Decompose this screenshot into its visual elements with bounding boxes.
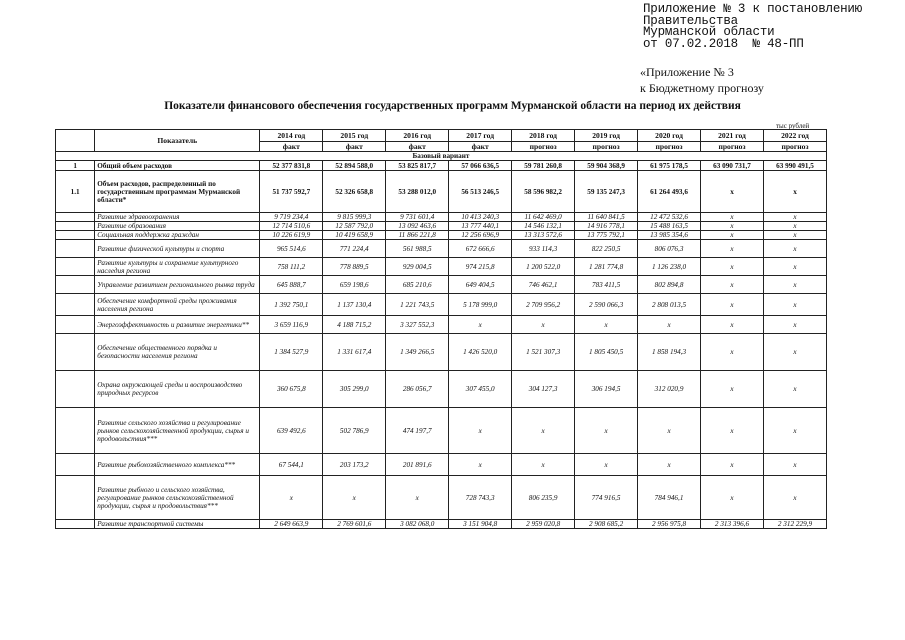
table-row [56, 371, 827, 408]
value-cell: 10 226 619,9 [260, 231, 323, 240]
value-cell: 1 126 238,0 [638, 258, 701, 276]
value-cell: x [701, 408, 764, 454]
value-cell: 13 092 463,6 [386, 222, 449, 231]
header-row-years [56, 130, 827, 142]
header-year: 2016 год [386, 130, 449, 142]
value-cell: 57 066 636,5 [449, 161, 512, 171]
value-cell: x [449, 454, 512, 476]
value-cell: x [512, 408, 575, 454]
value-cell: 10 419 658,9 [323, 231, 386, 240]
value-cell: x [701, 334, 764, 371]
header-type: прогноз [701, 142, 764, 152]
row-index [56, 371, 95, 408]
header-year: 2022 год [763, 130, 826, 142]
value-cell: 304 127,3 [512, 371, 575, 408]
value-cell: x [763, 454, 826, 476]
value-cell: 12 714 510,6 [260, 222, 323, 231]
financing-table [55, 129, 827, 529]
header-year: 2019 год [575, 130, 638, 142]
value-cell: x [638, 454, 701, 476]
stamp-line-3: Мурманской области [643, 25, 775, 39]
table-row [56, 520, 827, 529]
value-cell: 67 544,1 [260, 454, 323, 476]
value-cell: 474 197,7 [386, 408, 449, 454]
row-name: Социальная поддержка граждан [95, 231, 260, 240]
row-name: Развитие сельского хозяйства и регулирование рынков сельскохозяйственной продукции, сырья и продовольствия*** [95, 408, 260, 454]
row-index: 1 [56, 161, 95, 171]
header-type: прогноз [575, 142, 638, 152]
row-name: Развитие транспортной системы [95, 520, 260, 529]
value-cell: x [701, 276, 764, 294]
value-cell: 51 737 592,7 [260, 171, 323, 213]
value-cell: 10 413 240,3 [449, 213, 512, 222]
row-index [56, 276, 95, 294]
value-cell: 5 178 999,0 [449, 294, 512, 316]
table-row [56, 408, 827, 454]
stamp-line-4: от 07.02.2018 № 48-ПП [643, 36, 804, 51]
value-cell: 13 313 572,6 [512, 231, 575, 240]
value-cell: 3 151 904,8 [449, 520, 512, 529]
value-cell: 3 082 068,0 [386, 520, 449, 529]
value-cell: 52 894 588,0 [323, 161, 386, 171]
value-cell: x [763, 258, 826, 276]
value-cell: 13 775 792,1 [575, 231, 638, 240]
value-cell: x [260, 476, 323, 520]
value-cell: 13 777 440,1 [449, 222, 512, 231]
header-type: прогноз [512, 142, 575, 152]
stamp-line-2: Правительства [643, 13, 738, 28]
value-cell: 2 313 396,6 [701, 520, 764, 529]
row-name: Развитие рыбного и сельского хозяйства, регулирование рынков сельскохозяйственной продукции, сырья и продовольствия*** [95, 476, 260, 520]
row-name: Развитие физической культуры и спорта [95, 240, 260, 258]
header-year: 2014 год [260, 130, 323, 142]
value-cell: x [701, 231, 764, 240]
value-cell: 639 492,6 [260, 408, 323, 454]
table-row [56, 454, 827, 476]
header-type: факт [386, 142, 449, 152]
header-type: прогноз [763, 142, 826, 152]
value-cell: 645 888,7 [260, 276, 323, 294]
value-cell: x [386, 476, 449, 520]
table-row [56, 161, 827, 171]
row-index [56, 334, 95, 371]
value-cell: 1 331 617,4 [323, 334, 386, 371]
value-cell: 11 866 221,8 [386, 231, 449, 240]
value-cell: 59 904 368,9 [575, 161, 638, 171]
value-cell: 12 472 532,6 [638, 213, 701, 222]
header-year: 2021 год [701, 130, 764, 142]
value-cell: 502 786,9 [323, 408, 386, 454]
value-cell: 802 894,8 [638, 276, 701, 294]
header-year: 2017 год [449, 130, 512, 142]
value-cell: 1 384 527,9 [260, 334, 323, 371]
value-cell: 1 281 774,8 [575, 258, 638, 276]
annex-line-2: к Бюджетному прогнозу [640, 81, 764, 95]
value-cell: 312 020,9 [638, 371, 701, 408]
value-cell: x [323, 476, 386, 520]
resolution-stamp [643, 4, 862, 50]
value-cell: 1 858 194,3 [638, 334, 701, 371]
value-cell: 784 946,1 [638, 476, 701, 520]
value-cell: 1 426 520,0 [449, 334, 512, 371]
value-cell: x [763, 294, 826, 316]
value-cell: x [701, 476, 764, 520]
row-name: Развитие рыбохозяйственного комплекса*** [95, 454, 260, 476]
value-cell: 11 642 469,0 [512, 213, 575, 222]
value-cell: x [701, 454, 764, 476]
value-cell: 806 235,9 [512, 476, 575, 520]
value-cell: 2 959 020,8 [512, 520, 575, 529]
table-row [56, 213, 827, 222]
value-cell: x [701, 222, 764, 231]
value-cell: 305 299,0 [323, 371, 386, 408]
header-year: 2020 год [638, 130, 701, 142]
value-cell: x [701, 316, 764, 334]
value-cell: 52 326 658,8 [323, 171, 386, 213]
document-title: Показатели финансового обеспечения государственных программ Мурманской области на период их действия [164, 100, 741, 112]
value-cell: 9 719 234,4 [260, 213, 323, 222]
row-name: Обеспечение общественного порядка и безопасности населения региона [95, 334, 260, 371]
value-cell: 1 392 750,1 [260, 294, 323, 316]
value-cell: 307 455,0 [449, 371, 512, 408]
value-cell: 933 114,3 [512, 240, 575, 258]
value-cell: x [763, 276, 826, 294]
value-cell: 286 056,7 [386, 371, 449, 408]
value-cell: x [701, 171, 764, 213]
value-cell: 3 327 552,3 [386, 316, 449, 334]
header-index-cell [56, 130, 95, 152]
value-cell: 9 731 601,4 [386, 213, 449, 222]
value-cell: 9 815 999,3 [323, 213, 386, 222]
row-name: Развитие здравоохранения [95, 213, 260, 222]
table-row [56, 231, 827, 240]
row-name: Энергоэффективность и развитие энергетики** [95, 316, 260, 334]
value-cell: x [763, 213, 826, 222]
row-name: Обеспечение комфортной среды проживания населения региона [95, 294, 260, 316]
value-cell: x [449, 316, 512, 334]
table-row [56, 334, 827, 371]
header-type: факт [323, 142, 386, 152]
value-cell: 728 743,3 [449, 476, 512, 520]
value-cell: 13 985 354,6 [638, 231, 701, 240]
value-cell: x [763, 231, 826, 240]
row-index [56, 520, 95, 529]
value-cell: x [763, 408, 826, 454]
value-cell: 61 264 493,6 [638, 171, 701, 213]
value-cell: x [512, 454, 575, 476]
table-row [56, 276, 827, 294]
stamp-line-1: Приложение № 3 к постановлению [643, 2, 863, 16]
value-cell: 360 675,8 [260, 371, 323, 408]
scenario-row [56, 152, 827, 161]
value-cell: 306 194,5 [575, 371, 638, 408]
value-cell: x [763, 334, 826, 371]
value-cell: x [449, 408, 512, 454]
value-cell: x [763, 316, 826, 334]
value-cell: 822 250,5 [575, 240, 638, 258]
value-cell: 672 666,6 [449, 240, 512, 258]
value-cell: 1 200 522,0 [512, 258, 575, 276]
table-row [56, 476, 827, 520]
row-index [56, 408, 95, 454]
value-cell: 59 781 260,8 [512, 161, 575, 171]
header-type: факт [449, 142, 512, 152]
annex-line-1: «Приложение № 3 [640, 65, 734, 79]
value-cell: 52 377 831,8 [260, 161, 323, 171]
value-cell: 2 590 066,3 [575, 294, 638, 316]
header-indicator: Показатель [95, 130, 260, 152]
table-row [56, 222, 827, 231]
table-row [56, 316, 827, 334]
value-cell: 1 221 743,5 [386, 294, 449, 316]
row-index [56, 258, 95, 276]
value-cell: 1 521 307,3 [512, 334, 575, 371]
value-cell: 974 215,8 [449, 258, 512, 276]
annex-header [640, 64, 764, 96]
value-cell: 685 210,6 [386, 276, 449, 294]
row-name: Общий объем расходов [95, 161, 260, 171]
value-cell: 4 188 715,2 [323, 316, 386, 334]
value-cell: 771 224,4 [323, 240, 386, 258]
row-name: Управление развитием регионального рынка труда [95, 276, 260, 294]
value-cell: x [575, 408, 638, 454]
row-index [56, 316, 95, 334]
header-year: 2015 год [323, 130, 386, 142]
row-name: Объем расходов, распределенный по государственным программам Мурманской области* [95, 171, 260, 213]
value-cell: x [763, 476, 826, 520]
header-type: факт [260, 142, 323, 152]
row-name: Охрана окружающей среды и воспроизводство природных ресурсов [95, 371, 260, 408]
value-cell: x [701, 213, 764, 222]
value-cell: x [763, 240, 826, 258]
table-row [56, 240, 827, 258]
row-index [56, 222, 95, 231]
table-row [56, 294, 827, 316]
row-name: Развитие культуры и сохранение культурного наследия региона [95, 258, 260, 276]
value-cell: 2 769 601,6 [323, 520, 386, 529]
value-cell: 2 908 685,2 [575, 520, 638, 529]
value-cell: 63 990 491,5 [763, 161, 826, 171]
value-cell: x [512, 316, 575, 334]
value-cell: 14 546 132,1 [512, 222, 575, 231]
row-index [56, 213, 95, 222]
value-cell: 11 640 841,5 [575, 213, 638, 222]
value-cell: 929 004,5 [386, 258, 449, 276]
value-cell: 14 916 778,1 [575, 222, 638, 231]
value-cell: 203 173,2 [323, 454, 386, 476]
header-type: прогноз [638, 142, 701, 152]
value-cell: 659 198,6 [323, 276, 386, 294]
value-cell: 12 587 792,0 [323, 222, 386, 231]
value-cell: 53 288 012,0 [386, 171, 449, 213]
table-row [56, 171, 827, 213]
value-cell: 1 137 130,4 [323, 294, 386, 316]
scenario-label: Базовый вариант [56, 152, 827, 161]
value-cell: 806 076,3 [638, 240, 701, 258]
row-index: 1.1 [56, 171, 95, 213]
value-cell: 58 596 982,2 [512, 171, 575, 213]
value-cell: 59 135 247,3 [575, 171, 638, 213]
value-cell: 783 411,5 [575, 276, 638, 294]
value-cell: 561 988,5 [386, 240, 449, 258]
value-cell: x [763, 222, 826, 231]
row-index [56, 454, 95, 476]
value-cell: 2 956 975,8 [638, 520, 701, 529]
value-cell: x [575, 454, 638, 476]
value-cell: x [638, 316, 701, 334]
value-cell: 746 462,1 [512, 276, 575, 294]
value-cell: 649 404,5 [449, 276, 512, 294]
value-cell: 758 111,2 [260, 258, 323, 276]
value-cell: x [701, 371, 764, 408]
value-cell: 778 889,5 [323, 258, 386, 276]
value-cell: 2 808 013,5 [638, 294, 701, 316]
value-cell: 1 805 450,5 [575, 334, 638, 371]
units-label: тыс рублей [776, 122, 810, 130]
value-cell: 2 312 229,9 [763, 520, 826, 529]
value-cell: x [575, 316, 638, 334]
row-index [56, 476, 95, 520]
value-cell: 774 916,5 [575, 476, 638, 520]
value-cell: x [763, 371, 826, 408]
value-cell: x [638, 408, 701, 454]
value-cell: x [701, 258, 764, 276]
row-index [56, 240, 95, 258]
value-cell: 201 891,6 [386, 454, 449, 476]
value-cell: 53 825 817,7 [386, 161, 449, 171]
row-name: Развитие образования [95, 222, 260, 231]
value-cell: 1 349 266,5 [386, 334, 449, 371]
value-cell: x [763, 171, 826, 213]
value-cell: 2 709 956,2 [512, 294, 575, 316]
value-cell: x [701, 294, 764, 316]
value-cell: 63 090 731,7 [701, 161, 764, 171]
value-cell: 2 649 663,9 [260, 520, 323, 529]
value-cell: 15 488 163,5 [638, 222, 701, 231]
value-cell: 56 513 246,5 [449, 171, 512, 213]
value-cell: 3 659 116,9 [260, 316, 323, 334]
table-row [56, 258, 827, 276]
header-year: 2018 год [512, 130, 575, 142]
value-cell: x [701, 240, 764, 258]
value-cell: 965 514,6 [260, 240, 323, 258]
row-index [56, 231, 95, 240]
row-index [56, 294, 95, 316]
value-cell: 12 256 696,9 [449, 231, 512, 240]
value-cell: 61 975 178,5 [638, 161, 701, 171]
